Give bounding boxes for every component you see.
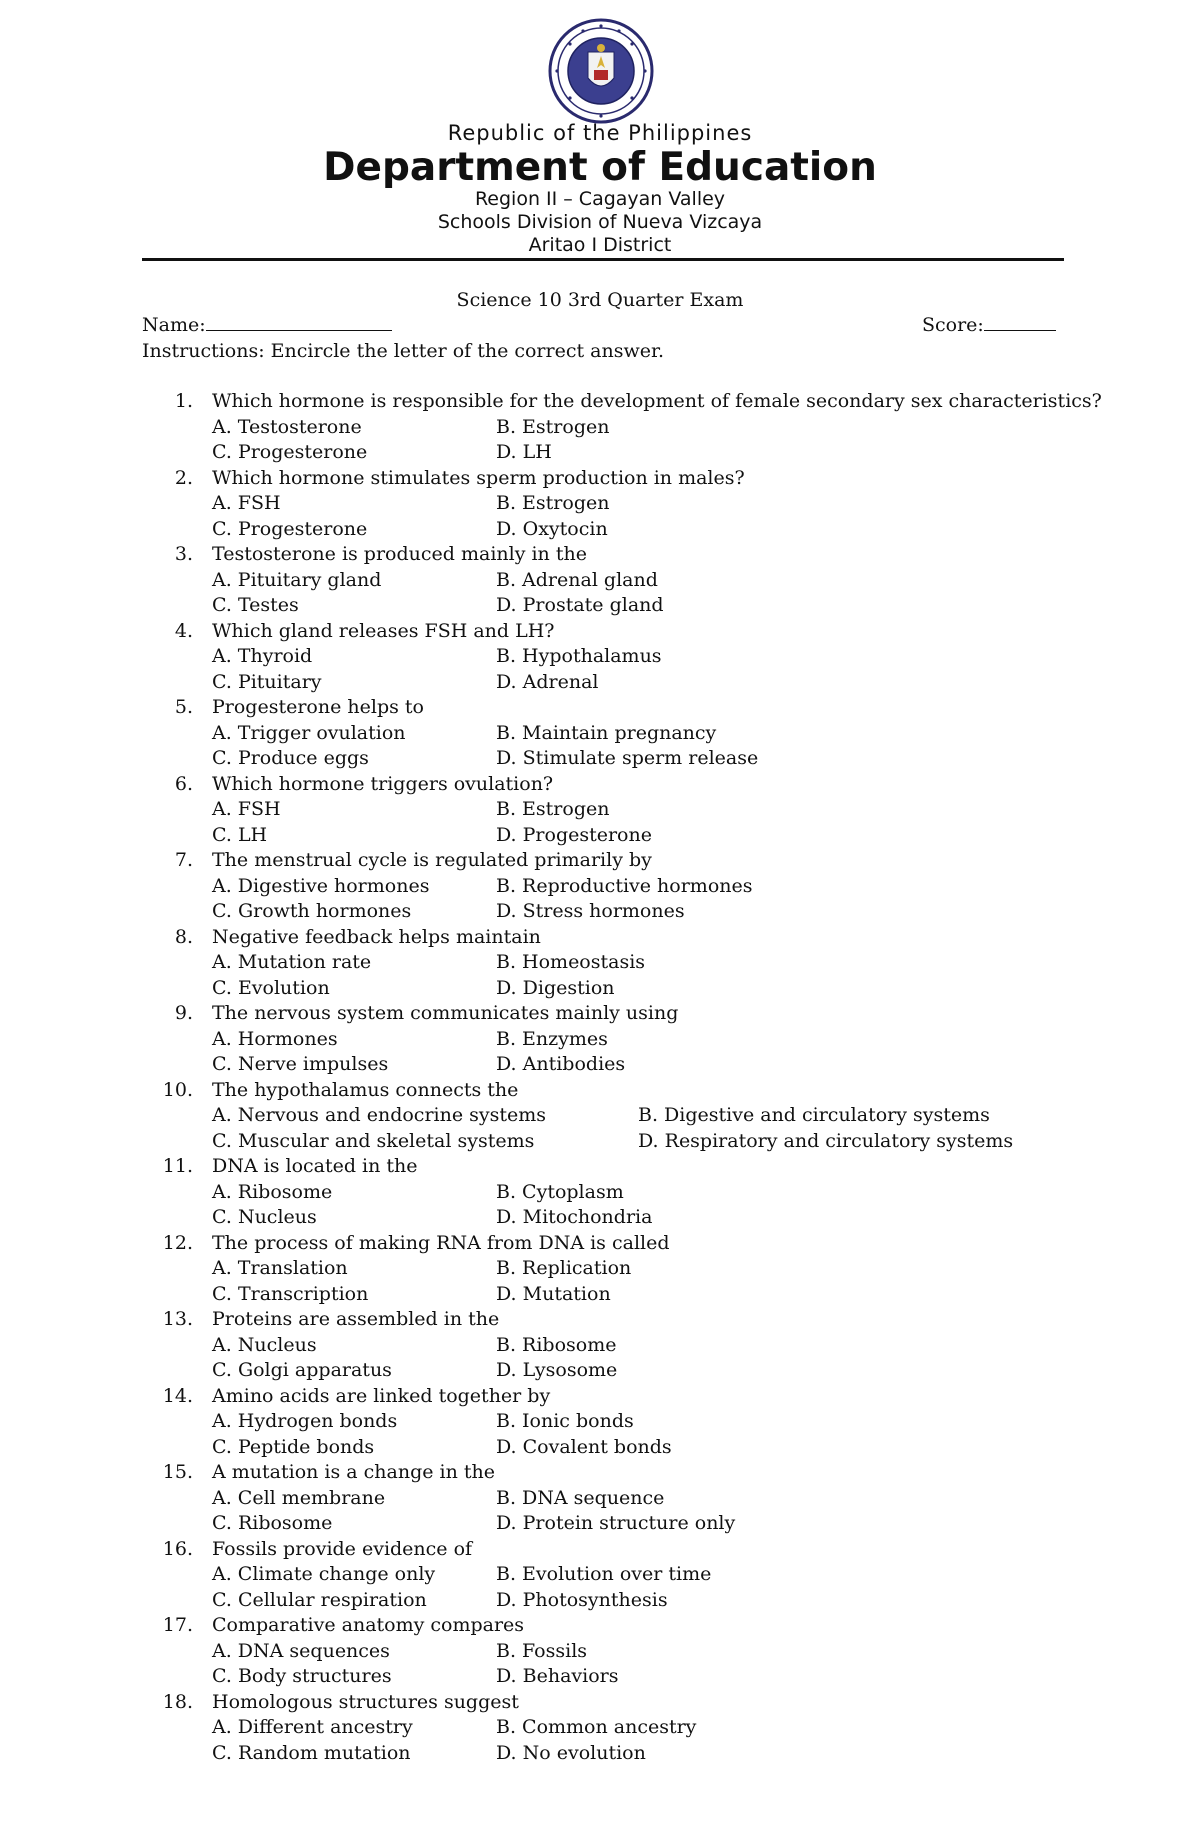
division-heading: Schools Division of Nueva Vizcaya	[437, 211, 763, 233]
choice-c[interactable]: C. Cellular respiration	[212, 1588, 427, 1611]
question-number: 8.	[174, 925, 193, 948]
question-list	[0, 390, 1200, 1767]
region-heading: Region II – Cagayan Valley	[474, 188, 726, 210]
choice-b[interactable]: B. Enzymes	[496, 1027, 608, 1050]
choice-c[interactable]: C. Peptide bonds	[212, 1435, 375, 1458]
name-label: Name:	[142, 314, 206, 336]
question-stem: Proteins are assembled in the	[212, 1308, 500, 1330]
question-item	[0, 1385, 1200, 1462]
choice-a[interactable]: A. Nucleus	[212, 1333, 317, 1356]
choice-c[interactable]: C. Nerve impulses	[212, 1053, 389, 1075]
choice-d[interactable]: D. Antibodies	[496, 1053, 626, 1075]
choice-a[interactable]: A. Ribosome	[212, 1180, 333, 1203]
choice-a[interactable]: A. Translation	[212, 1257, 348, 1279]
choice-d[interactable]: D. Mitochondria	[496, 1206, 653, 1228]
question-item	[0, 1079, 1200, 1156]
question-stem: Homologous structures suggest	[212, 1690, 519, 1713]
choice-d[interactable]: D. Stimulate sperm release	[496, 747, 759, 769]
question-stem: The nervous system communicates mainly using	[212, 1002, 679, 1024]
choice-c[interactable]: C. Ribosome	[212, 1512, 333, 1534]
choice-c[interactable]: C. Transcription	[212, 1282, 369, 1305]
question-item	[0, 1155, 1200, 1232]
choice-b[interactable]: B. Adrenal gland	[496, 568, 658, 591]
choice-d[interactable]: D. Lysosome	[496, 1359, 618, 1381]
question-number: 14.	[162, 1384, 193, 1407]
question-number: 16.	[162, 1537, 193, 1560]
header-divider	[142, 258, 1064, 261]
choice-b[interactable]: B. Replication	[496, 1257, 632, 1279]
choice-b[interactable]: B. Ionic bonds	[496, 1410, 634, 1432]
choice-a[interactable]: A. FSH	[212, 492, 281, 514]
choice-c[interactable]: C. Golgi apparatus	[212, 1359, 392, 1381]
choice-c[interactable]: C. Nucleus	[212, 1206, 317, 1228]
instructions-text: Instructions: Encircle the letter of the correct answer.	[142, 340, 665, 362]
choice-c[interactable]: C. Body structures	[212, 1665, 392, 1687]
question-number: 9.	[174, 1002, 193, 1024]
choice-a[interactable]: A. Different ancestry	[212, 1716, 413, 1738]
question-item	[0, 696, 1200, 773]
choice-c[interactable]: C. Evolution	[212, 976, 330, 999]
question-stem: Testosterone is produced mainly in the	[212, 543, 587, 565]
choice-b[interactable]: B. Estrogen	[496, 492, 610, 514]
choice-b[interactable]: B. Ribosome	[496, 1333, 617, 1356]
choice-c[interactable]: C. Pituitary	[212, 670, 322, 693]
choice-c[interactable]: C. Produce eggs	[212, 747, 369, 769]
choice-b[interactable]: B. Evolution over time	[496, 1563, 712, 1585]
question-item	[0, 1232, 1200, 1309]
choice-d[interactable]: D. Mutation	[496, 1282, 611, 1305]
question-item	[0, 1461, 1200, 1538]
choice-b[interactable]: B. DNA sequence	[496, 1486, 665, 1509]
question-item	[0, 467, 1200, 544]
choice-d[interactable]: D. Protein structure only	[496, 1512, 736, 1534]
choice-c[interactable]: C. Testes	[212, 594, 299, 616]
choice-d[interactable]: D. Digestion	[496, 976, 615, 999]
choice-a[interactable]: A. Pituitary gland	[212, 568, 382, 591]
choice-a[interactable]: A. Digestive hormones	[212, 874, 430, 897]
choice-d[interactable]: D. Progesterone	[496, 823, 652, 846]
question-stem: Which hormone stimulates sperm production in males?	[212, 466, 745, 489]
question-number: 13.	[162, 1308, 193, 1330]
choice-a[interactable]: A. Trigger ovulation	[212, 721, 406, 744]
question-number: 2.	[174, 466, 193, 489]
question-stem: Negative feedback helps maintain	[212, 925, 541, 948]
question-item	[0, 1308, 1200, 1385]
question-stem: Which hormone triggers ovulation?	[212, 772, 554, 795]
question-stem: Which hormone is responsible for the development of female secondary sex characteristics?	[212, 390, 1102, 412]
score-label: Score:	[922, 314, 984, 336]
choice-d[interactable]: D. Oxytocin	[496, 517, 608, 540]
choice-c[interactable]: C. Muscular and skeletal systems	[212, 1129, 535, 1152]
choice-b[interactable]: B. Common ancestry	[496, 1716, 697, 1738]
choice-b[interactable]: B. Fossils	[496, 1639, 588, 1662]
choice-b[interactable]: B. Digestive and circulatory systems	[638, 1104, 990, 1126]
choice-a[interactable]: A. Thyroid	[212, 645, 313, 667]
choice-d[interactable]: D. Prostate gland	[496, 594, 664, 616]
choice-c[interactable]: C. Random mutation	[212, 1741, 411, 1764]
choice-a[interactable]: A. Climate change only	[212, 1563, 436, 1585]
district-heading: Aritao I District	[528, 234, 672, 256]
choice-c[interactable]: C. Progesterone	[212, 517, 368, 540]
name-field[interactable]	[142, 314, 392, 336]
question-item	[0, 1538, 1200, 1615]
question-stem: Progesterone helps to	[212, 696, 424, 718]
question-item	[0, 1691, 1200, 1768]
choice-c[interactable]: C. Growth hormones	[212, 900, 412, 922]
choice-b[interactable]: B. Hypothalamus	[496, 645, 662, 667]
question-number: 7.	[174, 849, 193, 871]
question-stem: The menstrual cycle is regulated primarily by	[212, 849, 652, 871]
choice-b[interactable]: B. Reproductive hormones	[496, 874, 753, 897]
question-stem: Fossils provide evidence of	[212, 1537, 473, 1560]
question-number: 12.	[162, 1231, 193, 1254]
question-item	[0, 1614, 1200, 1691]
choice-a[interactable]: A. Testosterone	[212, 415, 362, 438]
choice-d[interactable]: D. Respiratory and circulatory systems	[638, 1129, 1014, 1152]
choice-d[interactable]: D. No evolution	[496, 1741, 646, 1764]
choice-a[interactable]: A. Hydrogen bonds	[212, 1410, 398, 1432]
department-heading: Department of Education	[323, 145, 877, 190]
question-item	[0, 390, 1200, 467]
choice-b[interactable]: B. Estrogen	[496, 415, 610, 438]
question-item	[0, 620, 1200, 697]
question-item	[0, 849, 1200, 926]
choice-a[interactable]: A. Hormones	[212, 1027, 338, 1050]
question-item	[0, 773, 1200, 850]
question-number: 18.	[162, 1690, 193, 1713]
choice-d[interactable]: D. Behaviors	[496, 1665, 619, 1687]
choice-b[interactable]: B. Estrogen	[496, 798, 610, 820]
question-number: 15.	[162, 1461, 193, 1483]
deped-seal-logo	[548, 18, 654, 124]
question-number: 4.	[174, 619, 193, 642]
question-stem: Amino acids are linked together by	[212, 1384, 551, 1407]
name-blank[interactable]	[206, 314, 392, 331]
question-stem: The process of making RNA from DNA is called	[212, 1231, 670, 1254]
score-field[interactable]	[922, 314, 1056, 336]
choice-a[interactable]: A. DNA sequences	[212, 1639, 390, 1662]
question-number: 5.	[174, 696, 193, 718]
question-stem: DNA is located in the	[212, 1155, 418, 1177]
question-number: 6.	[174, 772, 193, 795]
choice-c[interactable]: C. LH	[212, 823, 268, 846]
question-number: 1.	[174, 390, 193, 412]
exam-title: Science 10 3rd Quarter Exam	[456, 289, 744, 311]
question-number: 10.	[162, 1078, 193, 1101]
score-blank[interactable]	[984, 314, 1056, 331]
choice-d[interactable]: D. Adrenal	[496, 670, 599, 693]
choice-b[interactable]: B. Homeostasis	[496, 951, 646, 973]
choice-a[interactable]: A. Nervous and endocrine systems	[212, 1104, 547, 1126]
choice-d[interactable]: D. Photosynthesis	[496, 1588, 668, 1611]
choice-a[interactable]: A. Mutation rate	[212, 951, 372, 973]
question-item	[0, 1002, 1200, 1079]
choice-b[interactable]: B. Maintain pregnancy	[496, 721, 717, 744]
choice-d[interactable]: D. Stress hormones	[496, 900, 685, 922]
question-number: 17.	[162, 1614, 193, 1636]
question-stem: Comparative anatomy compares	[212, 1614, 525, 1636]
republic-heading: Republic of the Philippines	[447, 121, 753, 145]
question-number: 11.	[162, 1155, 193, 1177]
question-item	[0, 543, 1200, 620]
question-stem: A mutation is a change in the	[212, 1461, 495, 1483]
question-stem: Which gland releases FSH and LH?	[212, 619, 555, 642]
choice-a[interactable]: A. Cell membrane	[212, 1486, 386, 1509]
choice-b[interactable]: B. Cytoplasm	[496, 1180, 624, 1203]
choice-d[interactable]: D. LH	[496, 441, 552, 463]
choice-c[interactable]: C. Progesterone	[212, 441, 368, 463]
question-stem: The hypothalamus connects the	[212, 1078, 519, 1101]
choice-d[interactable]: D. Covalent bonds	[496, 1435, 672, 1458]
question-number: 3.	[174, 543, 193, 565]
question-item	[0, 926, 1200, 1003]
choice-a[interactable]: A. FSH	[212, 798, 281, 820]
